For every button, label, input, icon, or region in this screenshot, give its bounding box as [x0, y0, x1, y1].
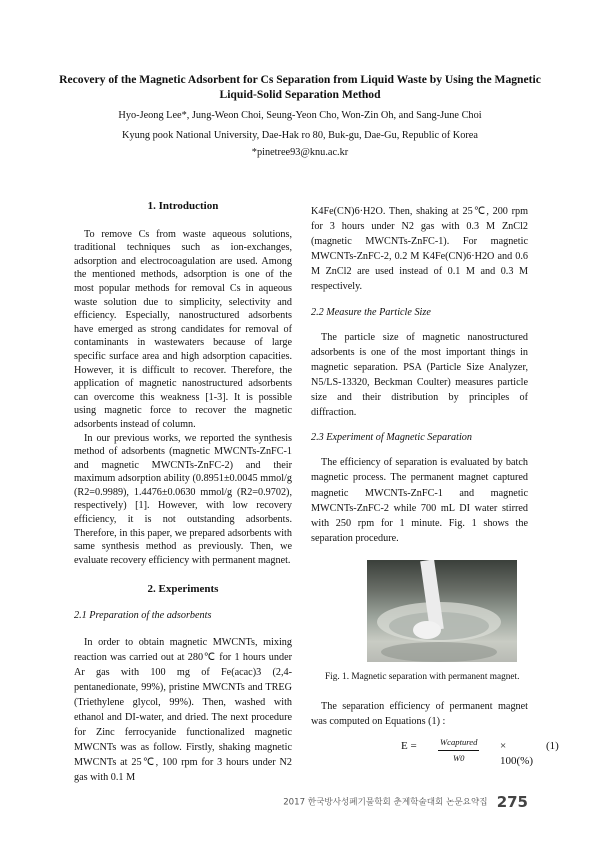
equation-1	[311, 735, 559, 768]
equation-denominator: W0	[452, 753, 465, 764]
right-column	[311, 204, 559, 768]
proceedings-title: 2017 한국방사성폐기물학회 춘계학술대회 논문요약집	[283, 797, 488, 808]
intro-paragraph-2: In our previous works, we reported the synthesis method of adsorbents (magnetic MWCNTs-ZnFC-1 and magnetic MWCNTs-ZnFC-2) and their maximum adsorption ability (0.8951±0.0045 mmol/g (R2=0.9989), 1.4476±0.0630 mmol/g (R2=0.9702), respectively) [1]. However, with low recovery efficiency, it is not outstanding adsorbents. Therefore, in this paper, we prepared adsorbents with same synthesis method as previously. Then, we evaluate recovery efficiency with permanent magnet.	[74, 432, 292, 566]
corresponding-email: *pinetree93@knu.ac.kr	[251, 147, 349, 158]
equation-number: (1)	[546, 740, 559, 753]
affiliation: Kyung pook National University, Dae-Hak ro 80, Buk-gu, Dae-Gu, Republic of Korea	[122, 130, 478, 141]
figure-1-caption: Fig. 1. Magnetic separation with permanent magnet.	[325, 671, 520, 682]
equation-lhs: E =	[401, 740, 417, 753]
beaker-with-magnet-illustration	[367, 560, 517, 662]
page-number: 275	[496, 792, 528, 811]
particle-size-paragraph: The particle size of magnetic nanostructured adsorbents is one of the most important things in magnetic separation. PSA (Particle Size Analyzer, N5/LS-13320, Beckman Coulter) measures particle size and their distribution by principles of diffraction.	[311, 331, 528, 419]
section-heading-experiments: 2. Experiments	[147, 583, 219, 596]
subsection-heading-magnetic-separation: 2.3 Experiment of Magnetic Separation	[311, 432, 472, 444]
equation-rhs: × 100(%)	[500, 740, 533, 768]
section-heading-introduction: 1. Introduction	[147, 200, 219, 212]
author-list: Hyo-Jeong Lee*, Jung-Weon Choi, Seung-Yeon Cho, Won-Zin Oh, and Sang-June Choi	[118, 110, 482, 121]
paper-title: Recovery of the Magnetic Adsorbent for Cs Separation from Liquid Waste by Using the Magnetic Liquid-Solid Separation Method	[59, 73, 541, 101]
page-footer	[283, 791, 528, 811]
equation-numerator: Wcaptured	[438, 735, 479, 751]
intro-paragraph-1: To remove Cs from waste aqueous solutions, traditional techniques such as ion-exchanges, adsorption and electrocoagulation are used. Among the mentioned methods, adsorption is one of the most popular methods for removal Cs in aqueous waste solution due to simplicity, selectivity and efficiency. Especially, nanostructured adsorbents have emerged as strong candidates for removal of contaminants in wastewaters because of large specific surface area and high adsorption capacities. However, it is difficult to recover. Therefore, the application of magnetic nanostructured adsorbents can overcome this weakness [1-3]. It is possible using magnetic force to recover the magnetic adsorbents instead of column.	[74, 228, 292, 430]
equation-fraction	[438, 735, 479, 766]
figure-1-photo	[367, 560, 517, 662]
efficiency-paragraph: The separation efficiency of permanent magnet was computed on Equations (1) :	[311, 700, 528, 728]
subsection-heading-preparation: 2.1 Preparation of the adsorbents	[74, 610, 212, 622]
subsection-heading-particle-size: 2.2 Measure the Particle Size	[311, 306, 431, 318]
preparation-paragraph: In order to obtain magnetic MWCNTs, mixing reaction was carried out at 280℃ for 1 hours under Ar gas with 100 mg of Fe(acac)3 (2,4-pentanedionate, 99%), pristine MWCNTs and TREG (Triethylene glycol, 99%). Then, washed with ethanol and DI-water, and dried. The next procedure for Zinc ferrocyanide functionalized magnetic MWCNTs was as follow. Firstly, shaking magnetic MWCNTs at 25℃, 100 rpm for 3 hours under N2 gas with 0.1 M	[74, 636, 292, 784]
preparation-paragraph-continued: K4Fe(CN)6·H2O. Then, shaking at 25℃, 200 rpm for 3 hours under N2 gas with 0.3 M ZnCl2 (magnetic MWCNTs-ZnFC-1). For magnetic MWCNTs-ZnFC-2, 0.2 M K4Fe(CN)6·H2O and 0.6 M ZnCl2 are used instead of 0.1 M and 0.3 M respectively.	[311, 206, 528, 293]
left-column	[74, 200, 292, 786]
magnetic-separation-paragraph: The efficiency of separation is evaluated by batch magnetic process. The permanent magnet captured magnetic MWCNTs-ZnFC-1 and magnetic MWCNTs-ZnFC-2 while 700 mL DI water stirred with 250 rpm for 1 minute. Fig. 1 shows the separation procedure.	[311, 457, 528, 544]
